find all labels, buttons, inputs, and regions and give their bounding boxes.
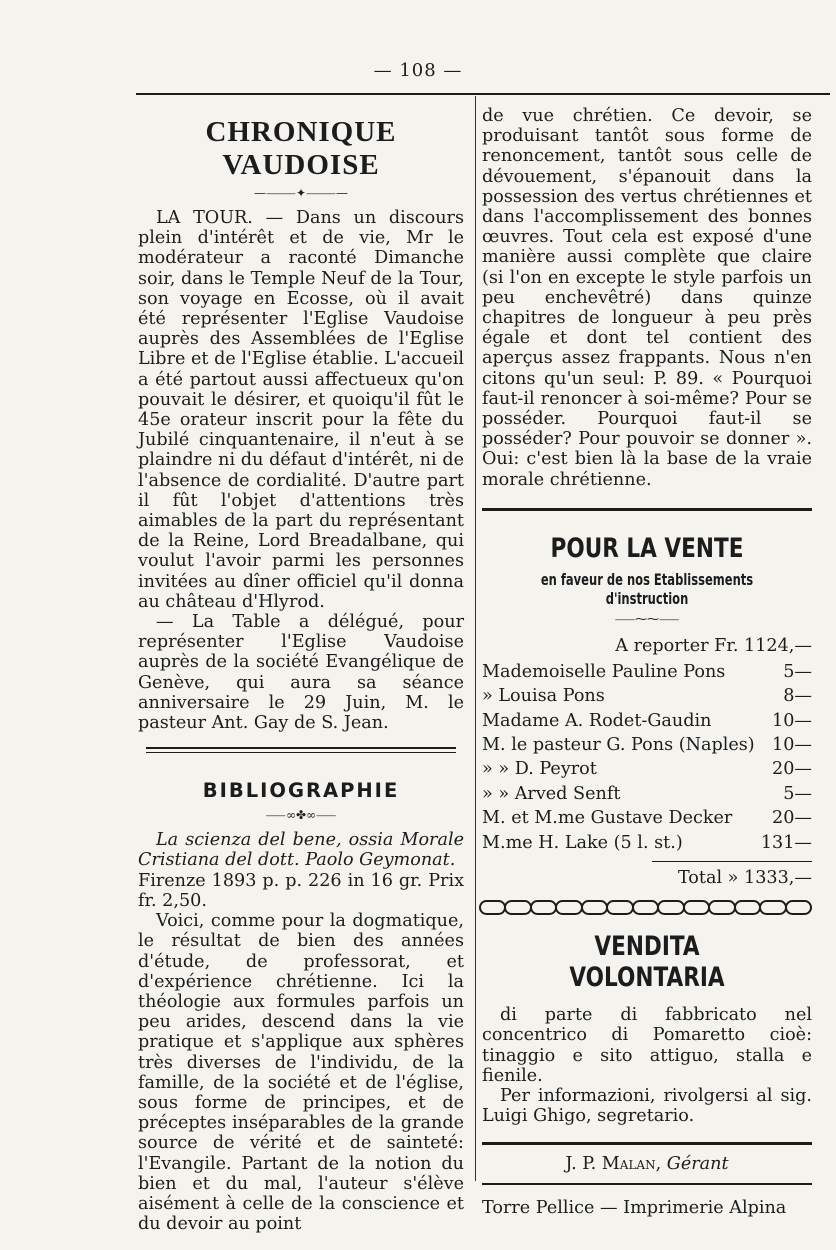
donation-amount: 5— bbox=[783, 783, 812, 804]
donation-row bbox=[482, 757, 812, 781]
donation-row bbox=[482, 684, 812, 708]
vente-title: POUR LA VENTE bbox=[550, 532, 744, 564]
reporter-line: A reporter Fr. 1124,— bbox=[615, 635, 812, 656]
chain-ornament bbox=[482, 900, 812, 915]
donation-name: » » Arved Senft bbox=[482, 783, 621, 804]
chronique-ornament: —⸻✦⸻— bbox=[254, 186, 348, 200]
donation-name: Madame A. Rodet-Gaudin bbox=[482, 710, 712, 731]
donation-row bbox=[482, 831, 812, 855]
book-details: Firenze 1893 p. p. 226 in 16 gr. Prix fr. 2,50. bbox=[138, 870, 464, 911]
header-rule bbox=[136, 93, 830, 95]
donation-name: » » D. Peyrot bbox=[482, 759, 597, 780]
signature-rule-bottom bbox=[482, 1183, 812, 1185]
signature-initials: J. P. bbox=[565, 1154, 597, 1175]
donation-amount: 131— bbox=[760, 832, 812, 853]
section-rule-right bbox=[482, 508, 812, 511]
donation-row bbox=[482, 660, 812, 684]
bibliographie-ornament: ⸺∞✤∞⸺ bbox=[265, 808, 337, 823]
signature-rule-top bbox=[482, 1142, 812, 1145]
donation-row bbox=[482, 782, 812, 806]
total-rule bbox=[652, 861, 812, 862]
vendita-title: VENDITA VOLONTARIA bbox=[569, 931, 725, 994]
donation-name: Mademoiselle Pauline Pons bbox=[482, 661, 726, 682]
donation-name: M. le pasteur G. Pons (Naples) bbox=[482, 735, 755, 756]
vendita-text: di parte di fabbricato nel concentrico di Pomaretto cioè: tinaggio e sito attiguo, stalla e fienile. bbox=[482, 1005, 812, 1086]
donation-name: M.me H. Lake (5 l. st.) bbox=[482, 832, 683, 853]
chronique-paragraph-2: — La Table a délégué, pour représenter l'Eglise Vaudoise auprès de la société Evangélique de Genève, qui aura sa séance anniversaire le 29 Juin, M. le pasteur Ant. Gay de S. Jean. bbox=[138, 612, 464, 734]
signature-name: Malan bbox=[601, 1154, 656, 1175]
vente-ornament: ⸺⁓⁓⸺ bbox=[614, 611, 680, 626]
donation-amount: 10— bbox=[772, 710, 812, 731]
imprint: Torre Pellice — Imprimerie Alpina bbox=[482, 1198, 787, 1219]
signature-role: Gérant bbox=[666, 1154, 729, 1175]
bibliographie-review: Voici, comme pour la dogmatique, le résultat de bien des années d'étude, de professorat, et d'expérience chrétienne. Ici la théologie aux formules parfois un peu arides, descend dans la vie pratique et s'applique aux sphères très diverses de l'individu, de la famille, de la société et de l'église, sous forme de principes, et de préceptes inséparables de la grande source de vérité et de sainteté: l'Evangile. Partant de la notion du bien et du mal, l'auteur s'élève aisément à celle de la conscience et du devoir au point bbox=[138, 911, 464, 1235]
donation-row bbox=[482, 733, 812, 757]
vente-subtitle: en faveur de nos Etablissements d'instruction bbox=[540, 569, 754, 608]
section-rule bbox=[146, 747, 456, 753]
total-line: Total » 1333,— bbox=[677, 868, 812, 889]
review-continued: de vue chrétien. Ce devoir, se produisant tantôt sous forme de renoncement, tantôt sous celle de dévouement, s'épanouit dans la possession des vertus chrétiennes et dans l'accomplissement des bonnes œuvres. Tout cela est exposé d'une manière aussi complète que claire (si l'on en excepte le style parfois un peu enchevêtré) dans quinze chapitres de longueur à peu près égale et dont tel contient des aperçus assez frappants. Nous n'en citons qu'un seul: P. 89. « Pourquoi faut-il renoncer à soi-même? Pour se posséder. Pourquoi faut-il se posséder? Pour pouvoir se donner ». Oui: c'est bien là la base de la vraie morale chrétienne. bbox=[482, 106, 812, 490]
chronique-paragraph-1: LA TOUR. — Dans un discours plein d'intérêt et de vie, Mr le modérateur a raconté Dimanche soir, dans le Temple Neuf de la Tour, son voyage en Ecosse, où il avait été représenter l'Eglise Vaudoise auprès des Assemblées de l'Eglise Libre et de l'Eglise établie. L'accueil a été partout aussi affectueux qu'on pouvait le désirer, et quoiqu'il fût le 45e orateur inscrit pour la fête du Jubilé cinquantenaire, il n'eut à se plaindre ni du défaut d'intérêt, ni de l'absence de cordialité. D'autre part il fût l'objet d'attentions très aimables de la part du représentant de la Reine, Lord Breadalbane, qui voulut l'avoir parmi les personnes invitées au dîner officiel qu'il donna au château d'Hlyrod. bbox=[138, 208, 464, 612]
donation-name: M. et M.me Gustave Decker bbox=[482, 808, 733, 829]
vendita-info: Per informazioni, rivolgersi al sig. Luigi Ghigo, segretario. bbox=[482, 1085, 812, 1127]
donation-name: » Louisa Pons bbox=[482, 686, 605, 707]
donation-amount: 5— bbox=[783, 661, 812, 682]
signature: J. P. Malan, Gérant bbox=[565, 1154, 729, 1175]
donation-list bbox=[482, 660, 812, 855]
donation-amount: 10— bbox=[772, 735, 812, 756]
page-number: — 108 — bbox=[373, 60, 463, 81]
donation-row bbox=[482, 709, 812, 733]
donation-row bbox=[482, 806, 812, 830]
left-column bbox=[138, 106, 464, 1234]
donation-amount: 20— bbox=[772, 759, 812, 780]
chronique-title: CHRONIQUE VAUDOISE bbox=[205, 116, 397, 181]
donation-amount: 8— bbox=[783, 686, 812, 707]
right-column bbox=[482, 106, 812, 1219]
column-divider bbox=[475, 96, 476, 1181]
book-title: La scienza del bene, ossia Morale Cristiana del dott. Paolo Geymonat. bbox=[138, 830, 464, 871]
bibliographie-title: BIBLIOGRAPHIE bbox=[202, 779, 400, 803]
donation-amount: 20— bbox=[772, 808, 812, 829]
